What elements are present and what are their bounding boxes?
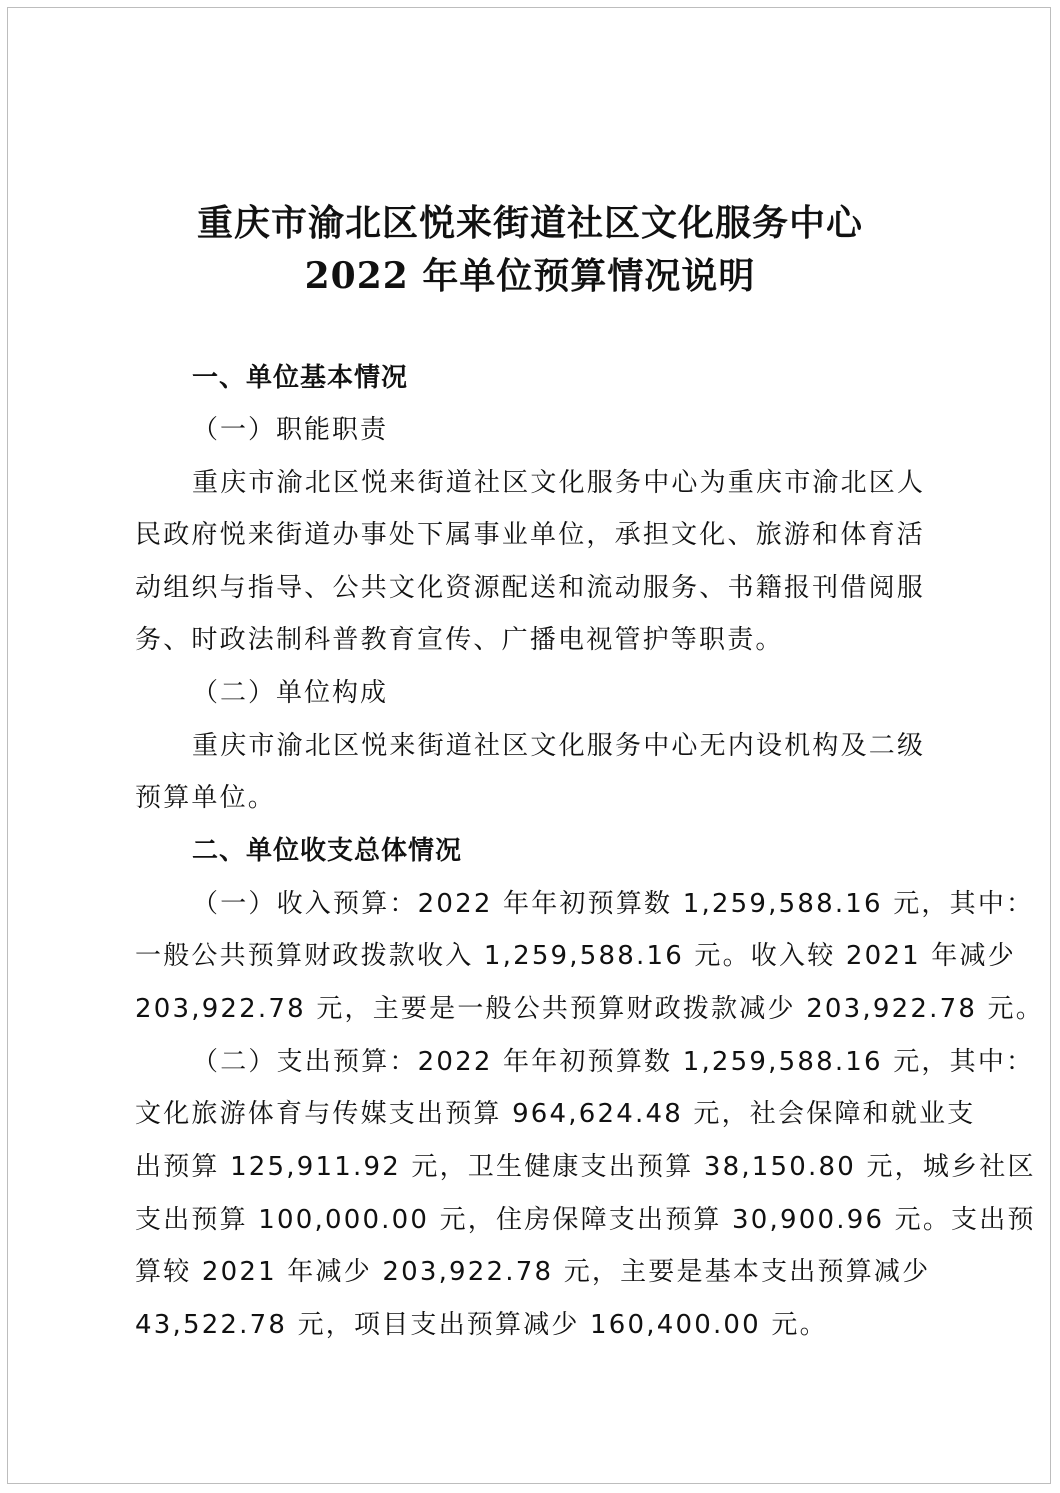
paragraph-line: 出预算 125,911.92 元，卫生健康支出预算 38,150.80 元，城乡社区: [135, 1152, 1036, 1182]
paragraph-line: 支出预算 100,000.00 元，住房保障支出预算 30,900.96 元。支出预: [135, 1205, 1036, 1235]
paragraph-line: （二）支出预算：2022 年年初预算数 1,259,588.16 元，其中：: [192, 1047, 1035, 1077]
paragraph-line: 203,922.78 元，主要是一般公共预算财政拨款减少 203,922.78 元。: [135, 994, 1044, 1024]
paragraph-line: 重庆市渝北区悦来街道社区文化服务中心为重庆市渝北区人: [192, 468, 926, 498]
paragraph-line: （一）收入预算：2022 年年初预算数 1,259,588.16 元，其中：: [192, 889, 1035, 919]
paragraph-line: 预算单位。: [135, 783, 277, 813]
paragraph-line: 重庆市渝北区悦来街道社区文化服务中心无内设机构及二级: [192, 731, 926, 761]
paragraph-line: 文化旅游体育与传媒支出预算 964,624.48 元，社会保障和就业支: [135, 1099, 976, 1129]
paragraph-line: 民政府悦来街道办事处下属事业单位，承担文化、旅游和体育活: [135, 520, 925, 550]
paragraph-line: 算较 2021 年减少 203,922.78 元，主要是基本支出预算减少: [135, 1257, 931, 1287]
document-title-line1: 重庆市渝北区悦来街道社区文化服务中心: [196, 202, 863, 244]
section1-heading: 一、单位基本情况: [192, 363, 409, 393]
section1-sub1-heading: （一）职能职责: [192, 415, 389, 445]
paragraph-line: 一般公共预算财政拨款收入 1,259,588.16 元。收入较 2021 年减少: [135, 941, 1016, 971]
paragraph-line: 务、时政法制科普教育宣传、广播电视管护等职责。: [135, 625, 784, 655]
document-title-line2: 2022 年单位预算情况说明: [304, 255, 756, 297]
paragraph-line: 动组织与指导、公共文化资源配送和流动服务、书籍报刊借阅服: [135, 573, 925, 603]
paragraph-line: 43,522.78 元，项目支出预算减少 160,400.00 元。: [135, 1310, 828, 1340]
section2-heading: 二、单位收支总体情况: [192, 836, 463, 866]
section1-sub2-heading: （二）单位构成: [192, 678, 389, 708]
